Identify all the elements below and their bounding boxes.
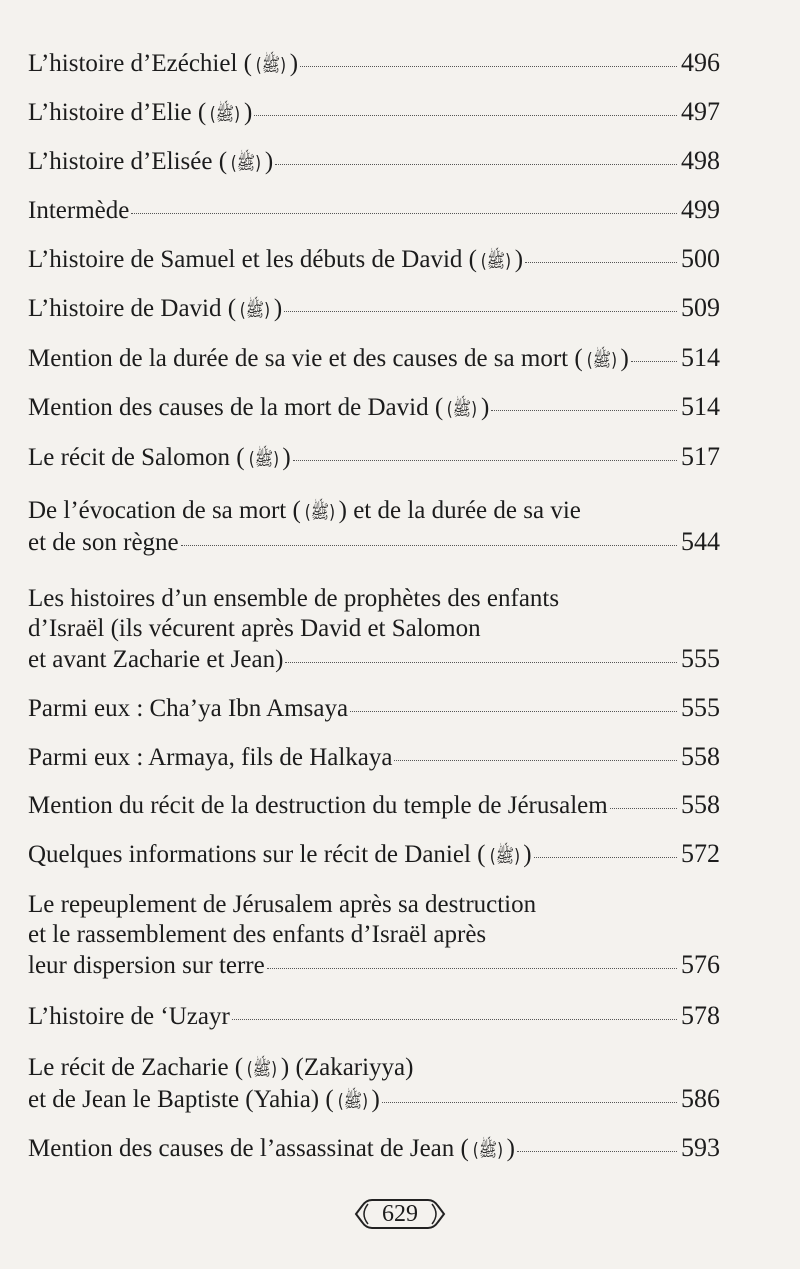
leader-dots bbox=[285, 662, 677, 663]
entry-page-number: 497 bbox=[681, 97, 720, 126]
entry-page-number: 576 bbox=[681, 950, 720, 979]
leader-dots bbox=[293, 460, 677, 461]
entry-title: Quelques informations sur le récit de Daniel ( bbox=[28, 841, 486, 868]
toc-entry[interactable] bbox=[28, 146, 720, 178]
entry-page-number: 555 bbox=[681, 693, 720, 722]
seal-glyph: (ﷺ) bbox=[255, 54, 287, 76]
leader-dots bbox=[491, 410, 677, 411]
toc-entry[interactable] bbox=[28, 293, 720, 325]
entry-title-end: ) bbox=[244, 99, 253, 126]
entry-title-end: ) bbox=[264, 148, 274, 175]
entry-page-number: 558 bbox=[681, 742, 720, 771]
seal-glyph: (ﷺ) bbox=[480, 250, 512, 272]
entry-title-last-line: et de son règne bbox=[28, 529, 179, 556]
entry-page-number: 498 bbox=[681, 146, 720, 175]
entry-title: L’histoire d’Ezéchiel ( bbox=[28, 50, 252, 77]
toc-entry[interactable] bbox=[28, 1133, 720, 1165]
toc-entry[interactable] bbox=[28, 693, 720, 724]
entry-page-number: 500 bbox=[681, 244, 720, 273]
seal-glyph: (ﷺ) bbox=[209, 103, 241, 125]
entry-title-last-line: et de Jean le Baptiste (Yahia) ( bbox=[28, 1086, 334, 1113]
entry-title-cont: ) et de la durée de sa vie bbox=[338, 497, 581, 524]
entry-page-number: 517 bbox=[681, 442, 720, 471]
toc-entry[interactable] bbox=[28, 584, 720, 675]
leader-dots bbox=[382, 1102, 677, 1103]
leader-dots bbox=[284, 311, 677, 312]
leader-dots bbox=[534, 857, 677, 858]
toc-entry[interactable] bbox=[28, 343, 720, 375]
entry-title: Mention des causes de la mort de David ( bbox=[28, 394, 444, 421]
entry-title-cont: et le rassemblement des enfants d’Israël après bbox=[28, 921, 487, 948]
entry-title: Le récit de Zacharie ( bbox=[28, 1054, 244, 1081]
leader-dots bbox=[394, 760, 677, 761]
seal-glyph: (ﷺ) bbox=[337, 1090, 368, 1112]
page-footer bbox=[0, 1194, 800, 1234]
entry-title: Le récit de Salomon ( bbox=[28, 444, 245, 471]
entry-title: Mention des causes de l’assassinat de Jean ( bbox=[28, 1135, 469, 1162]
seal-glyph: (ﷺ) bbox=[472, 1139, 503, 1161]
toc-entry[interactable] bbox=[28, 244, 720, 276]
seal-glyph: (ﷺ) bbox=[446, 398, 478, 420]
leader-dots bbox=[610, 808, 677, 809]
leader-dots bbox=[254, 115, 677, 116]
seal-glyph: (ﷺ) bbox=[230, 152, 262, 174]
leader-dots bbox=[300, 66, 677, 67]
entry-title-end: ) bbox=[273, 295, 283, 322]
leader-dots bbox=[131, 213, 677, 214]
entry-title-cont: ) (Zakariyya) bbox=[280, 1054, 414, 1081]
leader-dots bbox=[267, 968, 677, 969]
toc-entry[interactable] bbox=[28, 1001, 720, 1032]
entry-title-end: ) bbox=[371, 1086, 380, 1113]
entry-title: L’histoire d’Elisée ( bbox=[28, 148, 228, 175]
entry-title: Parmi eux : Armaya, fils de Halkaya bbox=[28, 744, 393, 771]
toc-entry[interactable] bbox=[28, 195, 720, 226]
toc-entry[interactable] bbox=[28, 392, 720, 424]
leader-dots bbox=[525, 262, 677, 263]
entry-title-last-line: leur dispersion sur terre bbox=[28, 952, 265, 979]
toc-entry[interactable] bbox=[28, 48, 720, 80]
leader-dots bbox=[517, 1151, 677, 1152]
entry-page-number: 499 bbox=[681, 195, 720, 224]
entry-title-end: ) bbox=[523, 841, 532, 868]
entry-title: Le repeuplement de Jérusalem après sa destruction bbox=[28, 891, 537, 918]
entry-title: L’histoire d’Elie ( bbox=[28, 99, 207, 126]
entry-page-number: 509 bbox=[681, 293, 720, 322]
seal-glyph: (ﷺ) bbox=[489, 845, 520, 867]
entry-page-number: 496 bbox=[681, 48, 720, 77]
entry-title-end: ) bbox=[514, 246, 524, 273]
entry-title: Intermède bbox=[28, 197, 130, 224]
entry-title: Mention du récit de la destruction du temple de Jérusalem bbox=[28, 792, 608, 819]
entry-title: Parmi eux : Cha’ya Ibn Amsaya bbox=[28, 695, 349, 722]
entry-title-end: ) bbox=[506, 1135, 515, 1162]
leader-dots bbox=[181, 545, 677, 546]
entry-page-number: 572 bbox=[681, 839, 720, 868]
entry-title-end: ) bbox=[480, 394, 490, 421]
seal-glyph: (ﷺ) bbox=[239, 299, 271, 321]
page-number: 629 bbox=[382, 1200, 418, 1227]
leader-dots bbox=[232, 1019, 677, 1020]
entry-page-number: 544 bbox=[681, 527, 720, 556]
entry-title: Les histoires d’un ensemble de prophètes des enfants bbox=[28, 585, 560, 612]
toc-entry[interactable] bbox=[28, 839, 720, 871]
toc-entry[interactable] bbox=[28, 496, 720, 558]
toc-entry[interactable] bbox=[28, 790, 720, 821]
entry-page-number: 593 bbox=[681, 1133, 720, 1162]
entry-page-number: 514 bbox=[681, 392, 720, 421]
entry-title-end: ) bbox=[282, 444, 291, 471]
toc-entry[interactable] bbox=[28, 742, 720, 773]
toc-entry[interactable] bbox=[28, 890, 720, 981]
entry-page-number: 578 bbox=[681, 1001, 720, 1030]
entry-page-number: 586 bbox=[681, 1084, 720, 1113]
toc-entry[interactable] bbox=[28, 1053, 720, 1116]
entry-title-cont: d’Israël (ils vécurent après David et Salomon bbox=[28, 615, 481, 642]
seal-glyph: (ﷺ) bbox=[304, 501, 335, 523]
seal-glyph: (ﷺ) bbox=[248, 448, 279, 470]
entry-title: L’histoire de ‘Uzayr bbox=[28, 1003, 230, 1030]
entry-page-number: 514 bbox=[681, 343, 720, 372]
leader-dots bbox=[275, 164, 677, 165]
page-number-ornament bbox=[350, 1194, 450, 1234]
entry-title: Mention de la durée de sa vie et des causes de sa mort ( bbox=[28, 345, 583, 372]
entry-title-last-line: et avant Zacharie et Jean) bbox=[28, 646, 284, 673]
toc-entry[interactable] bbox=[28, 442, 720, 474]
leader-dots bbox=[350, 711, 677, 712]
leader-dots bbox=[631, 361, 677, 362]
toc-entry[interactable] bbox=[28, 97, 720, 129]
seal-glyph: (ﷺ) bbox=[246, 1058, 278, 1080]
entry-title: L’histoire de Samuel et les débuts de David ( bbox=[28, 246, 477, 273]
entry-page-number: 558 bbox=[681, 790, 720, 819]
entry-title: L’histoire de David ( bbox=[28, 295, 237, 322]
entry-title-end: ) bbox=[620, 345, 629, 372]
entry-page-number: 555 bbox=[681, 644, 720, 673]
entry-title: De l’évocation de sa mort ( bbox=[28, 497, 301, 524]
seal-glyph: (ﷺ) bbox=[586, 349, 617, 371]
entry-title-end: ) bbox=[289, 50, 299, 77]
